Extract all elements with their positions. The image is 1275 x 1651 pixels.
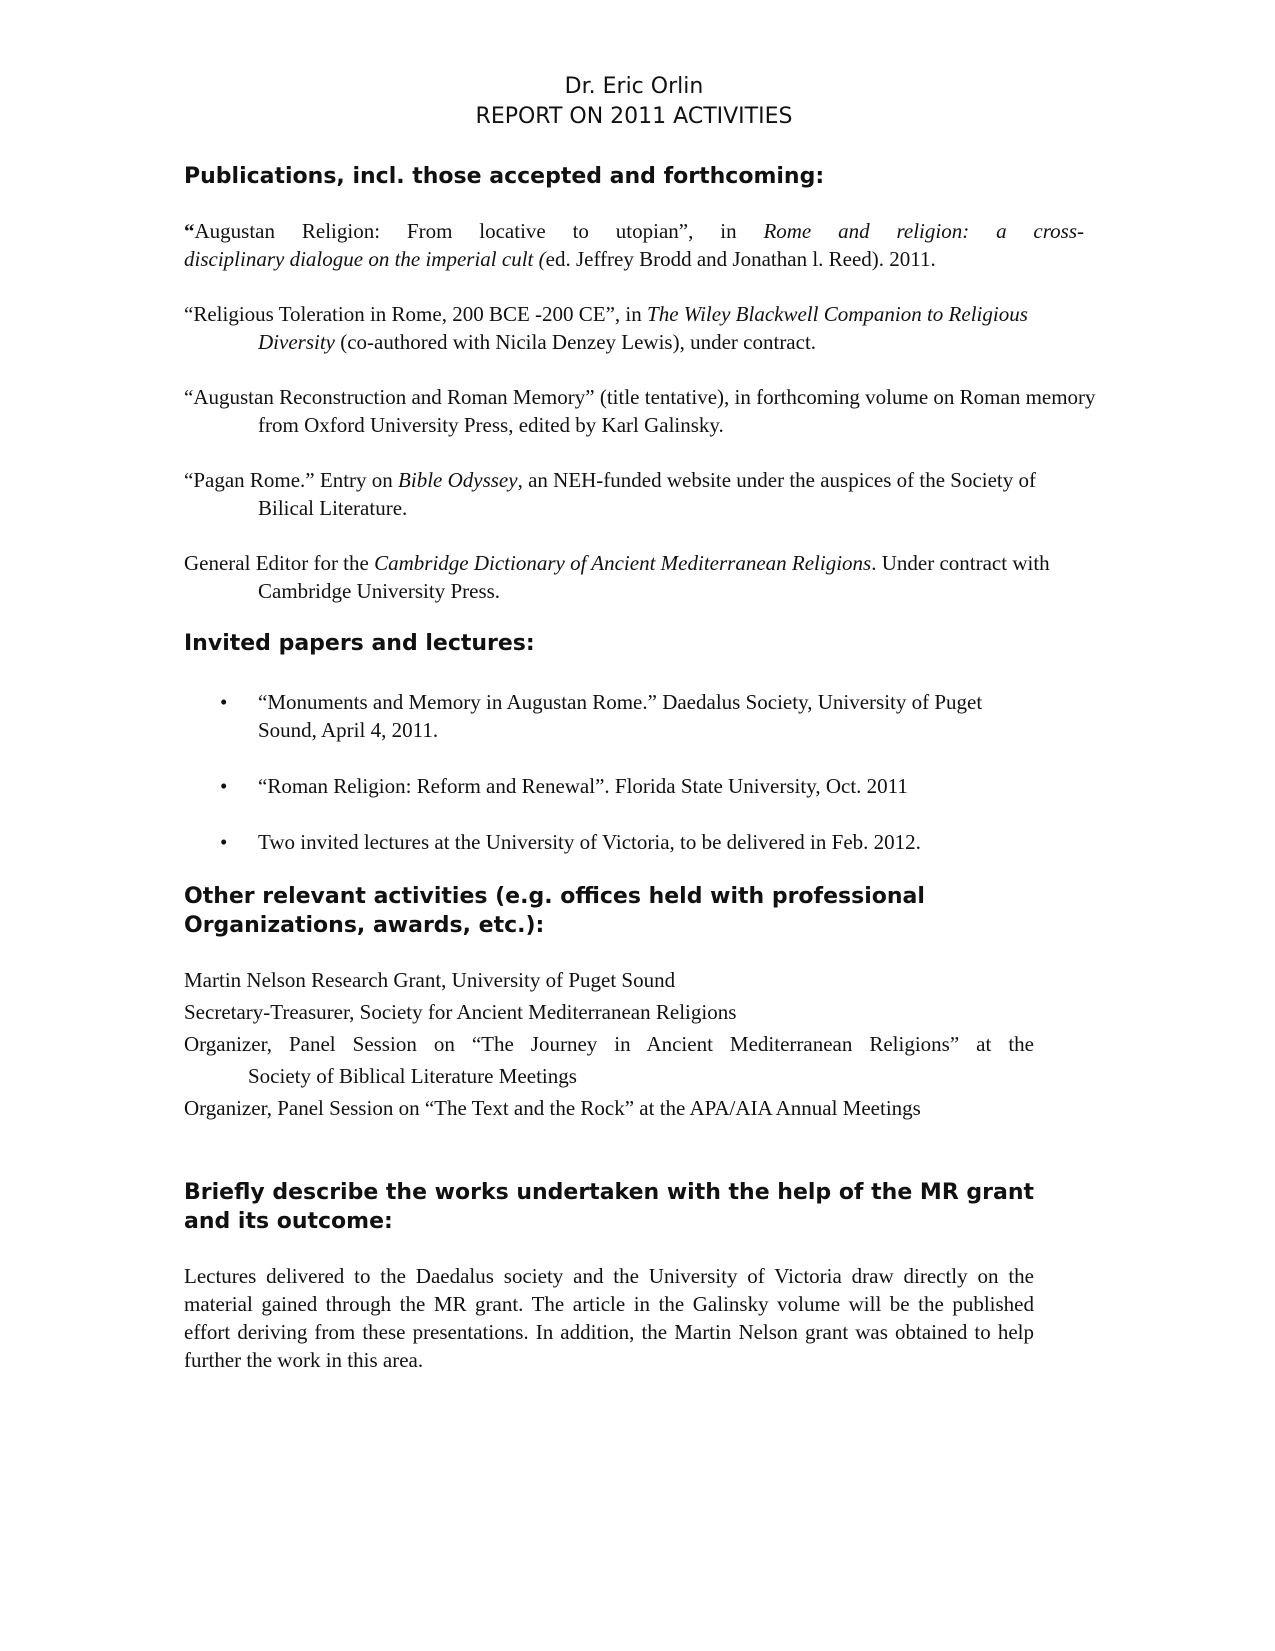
lecture-2-text: “Roman Religion: Reform and Renewal”. Florida State University, Oct. 2011 [258, 774, 908, 798]
other-heading-line-2: Organizations, awards, etc.): [184, 913, 545, 938]
publication-2-book-title: The Wiley Blackwell Companion to Religious Diversity [258, 302, 1028, 354]
open-quote: “ [184, 219, 195, 243]
publication-1-book-title: Rome and religion: a cross- [763, 219, 1084, 243]
activity-secretary: Secretary-Treasurer, Society for Ancient Mediterranean Religions [184, 1000, 737, 1024]
report-title: REPORT ON 2011 ACTIVITIES [475, 104, 793, 129]
other-activities-heading [184, 882, 1084, 940]
publication-1-line-2 [184, 245, 1084, 273]
publication-5-dictionary-title: Cambridge Dictionary of Ancient Mediterranean Religions [374, 551, 872, 575]
works-heading-line-2: and its outcome: [184, 1209, 393, 1234]
works-heading [184, 1178, 1084, 1236]
lecture-item-3 [184, 828, 1084, 856]
other-heading-line-1: Other relevant activities (e.g. offices held with professional [184, 884, 925, 909]
activity-journey-panel-cont: Society of Biblical Literature Meetings [248, 1064, 577, 1088]
publication-1-line-1 [184, 217, 1084, 245]
publications-heading: Publications, incl. those accepted and forthcoming: [184, 164, 825, 189]
other-activities-list [184, 964, 1084, 1124]
publication-item-4 [184, 466, 1096, 522]
publication-5-text: General Editor for the [184, 551, 375, 575]
publication-4-note: , an NEH-funded website under the auspices of the Society of Bilical Literature. [258, 468, 1037, 520]
publication-1-book-title-cont: disciplinary dialogue on the imperial cult ( [184, 247, 546, 271]
publication-4-site-title: Bible Odyssey [398, 468, 518, 492]
publication-1-editors: ed. Jeffrey Brodd and Jonathan l. Reed). 2011. [545, 247, 936, 271]
bullet-icon: • [220, 690, 228, 714]
lectures-heading: Invited papers and lectures: [184, 631, 535, 656]
lecture-item-2 [184, 772, 1084, 800]
publication-item-5 [184, 549, 1128, 605]
publication-1-text: Augustan Religion: From locative to utopian”, in [194, 219, 764, 243]
lecture-1-text: “Monuments and Memory in Augustan Rome.” Daedalus Society, University of Puget Sound, April 4, 2011. [258, 690, 983, 742]
publication-2-text: “Religious Toleration in Rome, 200 BCE -200 CE”, in [184, 302, 648, 326]
publication-5-note: . Under contract with Cambridge University Press. [258, 551, 1050, 603]
author-name: Dr. Eric Orlin [564, 74, 704, 99]
lecture-3-text: Two invited lectures at the University of Victoria, to be delivered in Feb. 2012. [258, 830, 921, 854]
activity-rock-panel: Organizer, Panel Session on “The Text and the Rock” at the APA/AIA Annual Meetings [184, 1096, 921, 1120]
bullet-icon: • [220, 830, 228, 854]
works-paragraph: Lectures delivered to the Daedalus society and the University of Victoria draw directly on the material gained through the MR grant. The article in the Galinsky volume will be the published effort deriving from these presentations. In addition, the Martin Nelson grant was obtained to help further the work in this area. [184, 1264, 1034, 1372]
lectures-list [184, 688, 1084, 856]
publication-item-2 [184, 300, 1108, 356]
publication-2-note: (co-authored with Nicila Denzey Lewis), under contract. [334, 330, 817, 354]
publication-item-3: “Augustan Reconstruction and Roman Memory” (title tentative), in forthcoming volume on Roman memory from Oxford University Press, edited by Karl Galinsky. [184, 385, 1096, 437]
lecture-item-1 [184, 688, 1042, 744]
publications-list [184, 217, 1096, 605]
bullet-icon: • [220, 774, 228, 798]
publication-4-text: “Pagan Rome.” Entry on [184, 468, 399, 492]
activity-journey-panel: Organizer, Panel Session on “The Journey in Ancient Mediterranean Religions” at the [184, 1032, 1034, 1056]
works-heading-line-1: Briefly describe the works undertaken with the help of the MR grant [184, 1180, 1035, 1205]
report-page [184, 72, 1096, 1374]
publication-item-1 [184, 217, 1084, 273]
activity-grant: Martin Nelson Research Grant, University of Puget Sound [184, 968, 676, 992]
